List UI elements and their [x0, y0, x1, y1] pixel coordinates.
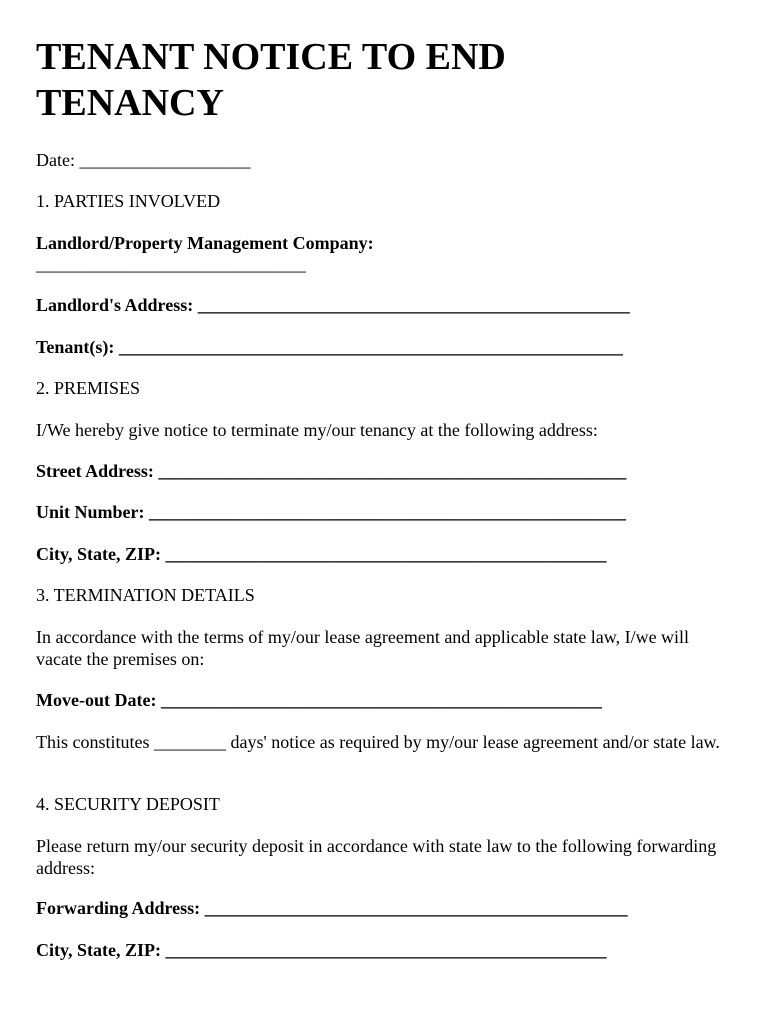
unit-number-field[interactable]: Unit Number: _____________________________________________________	[36, 502, 626, 522]
street-address-field[interactable]: Street Address: ____________________________________________________	[36, 461, 627, 481]
section-heading-deposit: 4. SECURITY DEPOSIT	[36, 794, 220, 814]
section-heading-parties: 1. PARTIES INVOLVED	[36, 191, 221, 211]
landlord-address-field[interactable]: Landlord's Address: ________________________________________________	[36, 295, 630, 315]
termination-intro: In accordance with the terms of my/our lease agreement and applicable state law, I/we will vacate the premises on:	[36, 627, 690, 669]
forwarding-address-field[interactable]: Forwarding Address: _______________________________________________	[36, 898, 628, 918]
move-out-date-field[interactable]: Move-out Date: _________________________________________________	[36, 690, 602, 710]
notice-days-text[interactable]: This constitutes ________ days' notice as required by my/our lease agreement and/or state law.	[36, 732, 720, 752]
deposit-intro: Please return my/our security deposit in accordance with state law to the following forwarding address:	[36, 836, 717, 878]
premises-city-state-zip-field[interactable]: City, State, ZIP: _________________________________________________	[36, 544, 607, 564]
landlord-company-label: Landlord/Property Management Company:	[36, 233, 374, 253]
landlord-company-field[interactable]: ______________________________	[36, 254, 306, 274]
section-heading-termination: 3. TERMINATION DETAILS	[36, 585, 255, 605]
section-heading-premises: 2. PREMISES	[36, 378, 141, 398]
document-title: TENANT NOTICE TO END TENANCY	[36, 36, 506, 124]
forwarding-city-state-zip-field[interactable]: City, State, ZIP: _________________________________________________	[36, 940, 607, 960]
premises-intro: I/We hereby give notice to terminate my/our tenancy at the following address:	[36, 420, 598, 440]
tenants-field[interactable]: Tenant(s): ________________________________________________________	[36, 337, 623, 357]
date-field[interactable]: Date: ___________________	[36, 150, 251, 170]
